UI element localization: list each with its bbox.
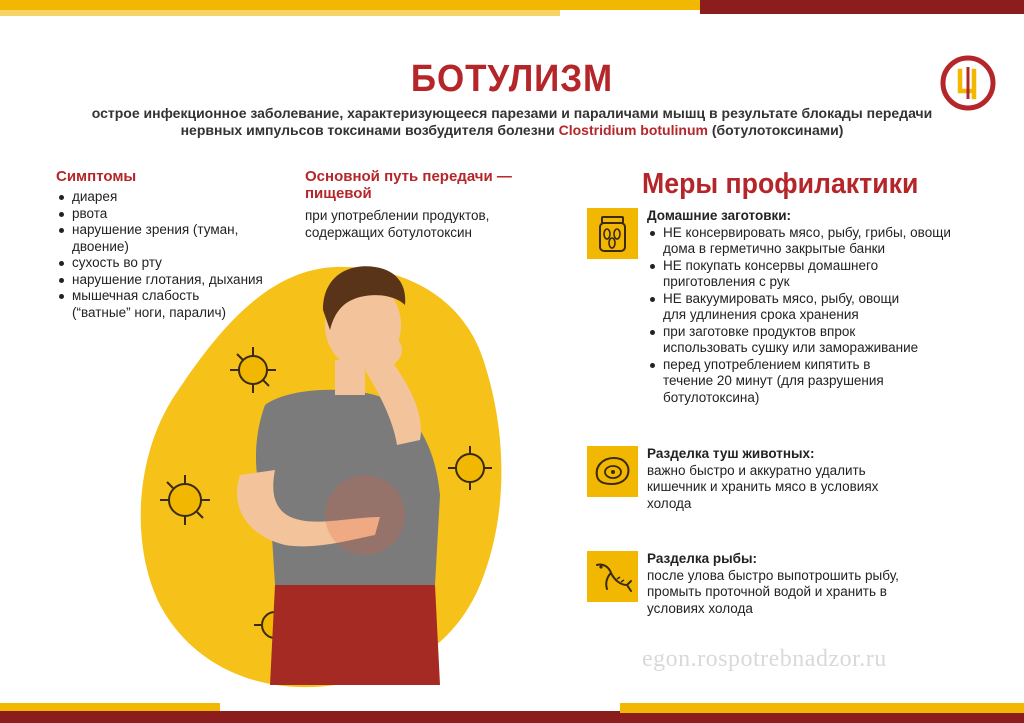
fish-heading: Разделка рыбы: xyxy=(647,551,758,566)
carcass-block xyxy=(647,446,907,512)
watermark-text: egon.rospotrebnadzor.ru xyxy=(642,646,887,672)
symptoms-section xyxy=(56,168,316,321)
fish-block xyxy=(647,551,927,617)
carcass-text: важно быстро и аккуратно удалить кишечник и хранить мясо в условиях холода xyxy=(647,462,879,511)
list-item: рвота xyxy=(56,206,316,223)
transmission-heading: Основной путь передачи — пищевой xyxy=(305,168,512,202)
transmission-text: при употреблении продуктов, содержащих ботулотоксин xyxy=(305,208,490,240)
symptoms-list xyxy=(56,189,316,321)
top-stripe-yellow-2 xyxy=(0,10,560,16)
bottom-stripe-yellow-left xyxy=(0,703,220,711)
list-item: сухость во рту xyxy=(56,255,316,272)
home-canning-block xyxy=(647,208,967,406)
prevention-title: Меры профилактики xyxy=(642,168,919,200)
symptoms-heading: Симптомы xyxy=(56,168,137,185)
list-item: нарушение зрения (туман, двоение) xyxy=(56,222,246,255)
list-item: при заготовке продуктов впрок использовать сушку или замораживание xyxy=(647,324,937,357)
carcass-heading: Разделка туш животных: xyxy=(647,446,815,461)
list-item: нарушение глотания, дыхания xyxy=(56,272,316,289)
fish-text: после улова быстро выпотрошить рыбу, промыть проточной водой и хранить в условиях холода xyxy=(647,567,899,616)
list-item: перед употреблением кипятить в течение 20 минут (для разрушения ботулотоксина) xyxy=(647,357,917,407)
home-canning-list xyxy=(647,225,967,407)
definition-text: острое инфекционное заболевание, характеризующееся парезами и параличами мышц в результате блокады передачи нервных импульсов токсинами возбудителя болезни xyxy=(91,105,933,138)
list-item: НЕ покупать консервы домашнего приготовления с рук xyxy=(647,258,897,291)
home-canning-heading: Домашние заготовки: xyxy=(647,208,792,223)
disease-definition xyxy=(70,105,954,139)
transmission-section xyxy=(305,168,535,241)
illustration-sick-man xyxy=(135,255,515,695)
list-item: диарея xyxy=(56,189,316,206)
list-item: НЕ консервировать мясо, рыбу, грибы, овощи дома в герметично закрытые банки xyxy=(647,225,957,258)
fish-icon xyxy=(587,551,638,602)
definition-text-end: (ботулотоксинами) xyxy=(707,122,844,138)
list-item: НЕ вакуумировать мясо, рыбу, овощи для удлинения срока хранения xyxy=(647,291,922,324)
jar-icon xyxy=(587,208,638,259)
meat-icon xyxy=(587,446,638,497)
top-stripe-red xyxy=(700,0,1024,14)
page-title: БОТУЛИЗМ xyxy=(410,58,614,100)
list-item: мышечная слабость (“ватные” ноги, паралич) xyxy=(56,288,256,321)
pathogen-name: Clostridium botulinum xyxy=(558,122,708,138)
bottom-stripe-yellow xyxy=(620,703,1024,713)
rospotrebnadzor-logo-icon xyxy=(940,55,996,111)
